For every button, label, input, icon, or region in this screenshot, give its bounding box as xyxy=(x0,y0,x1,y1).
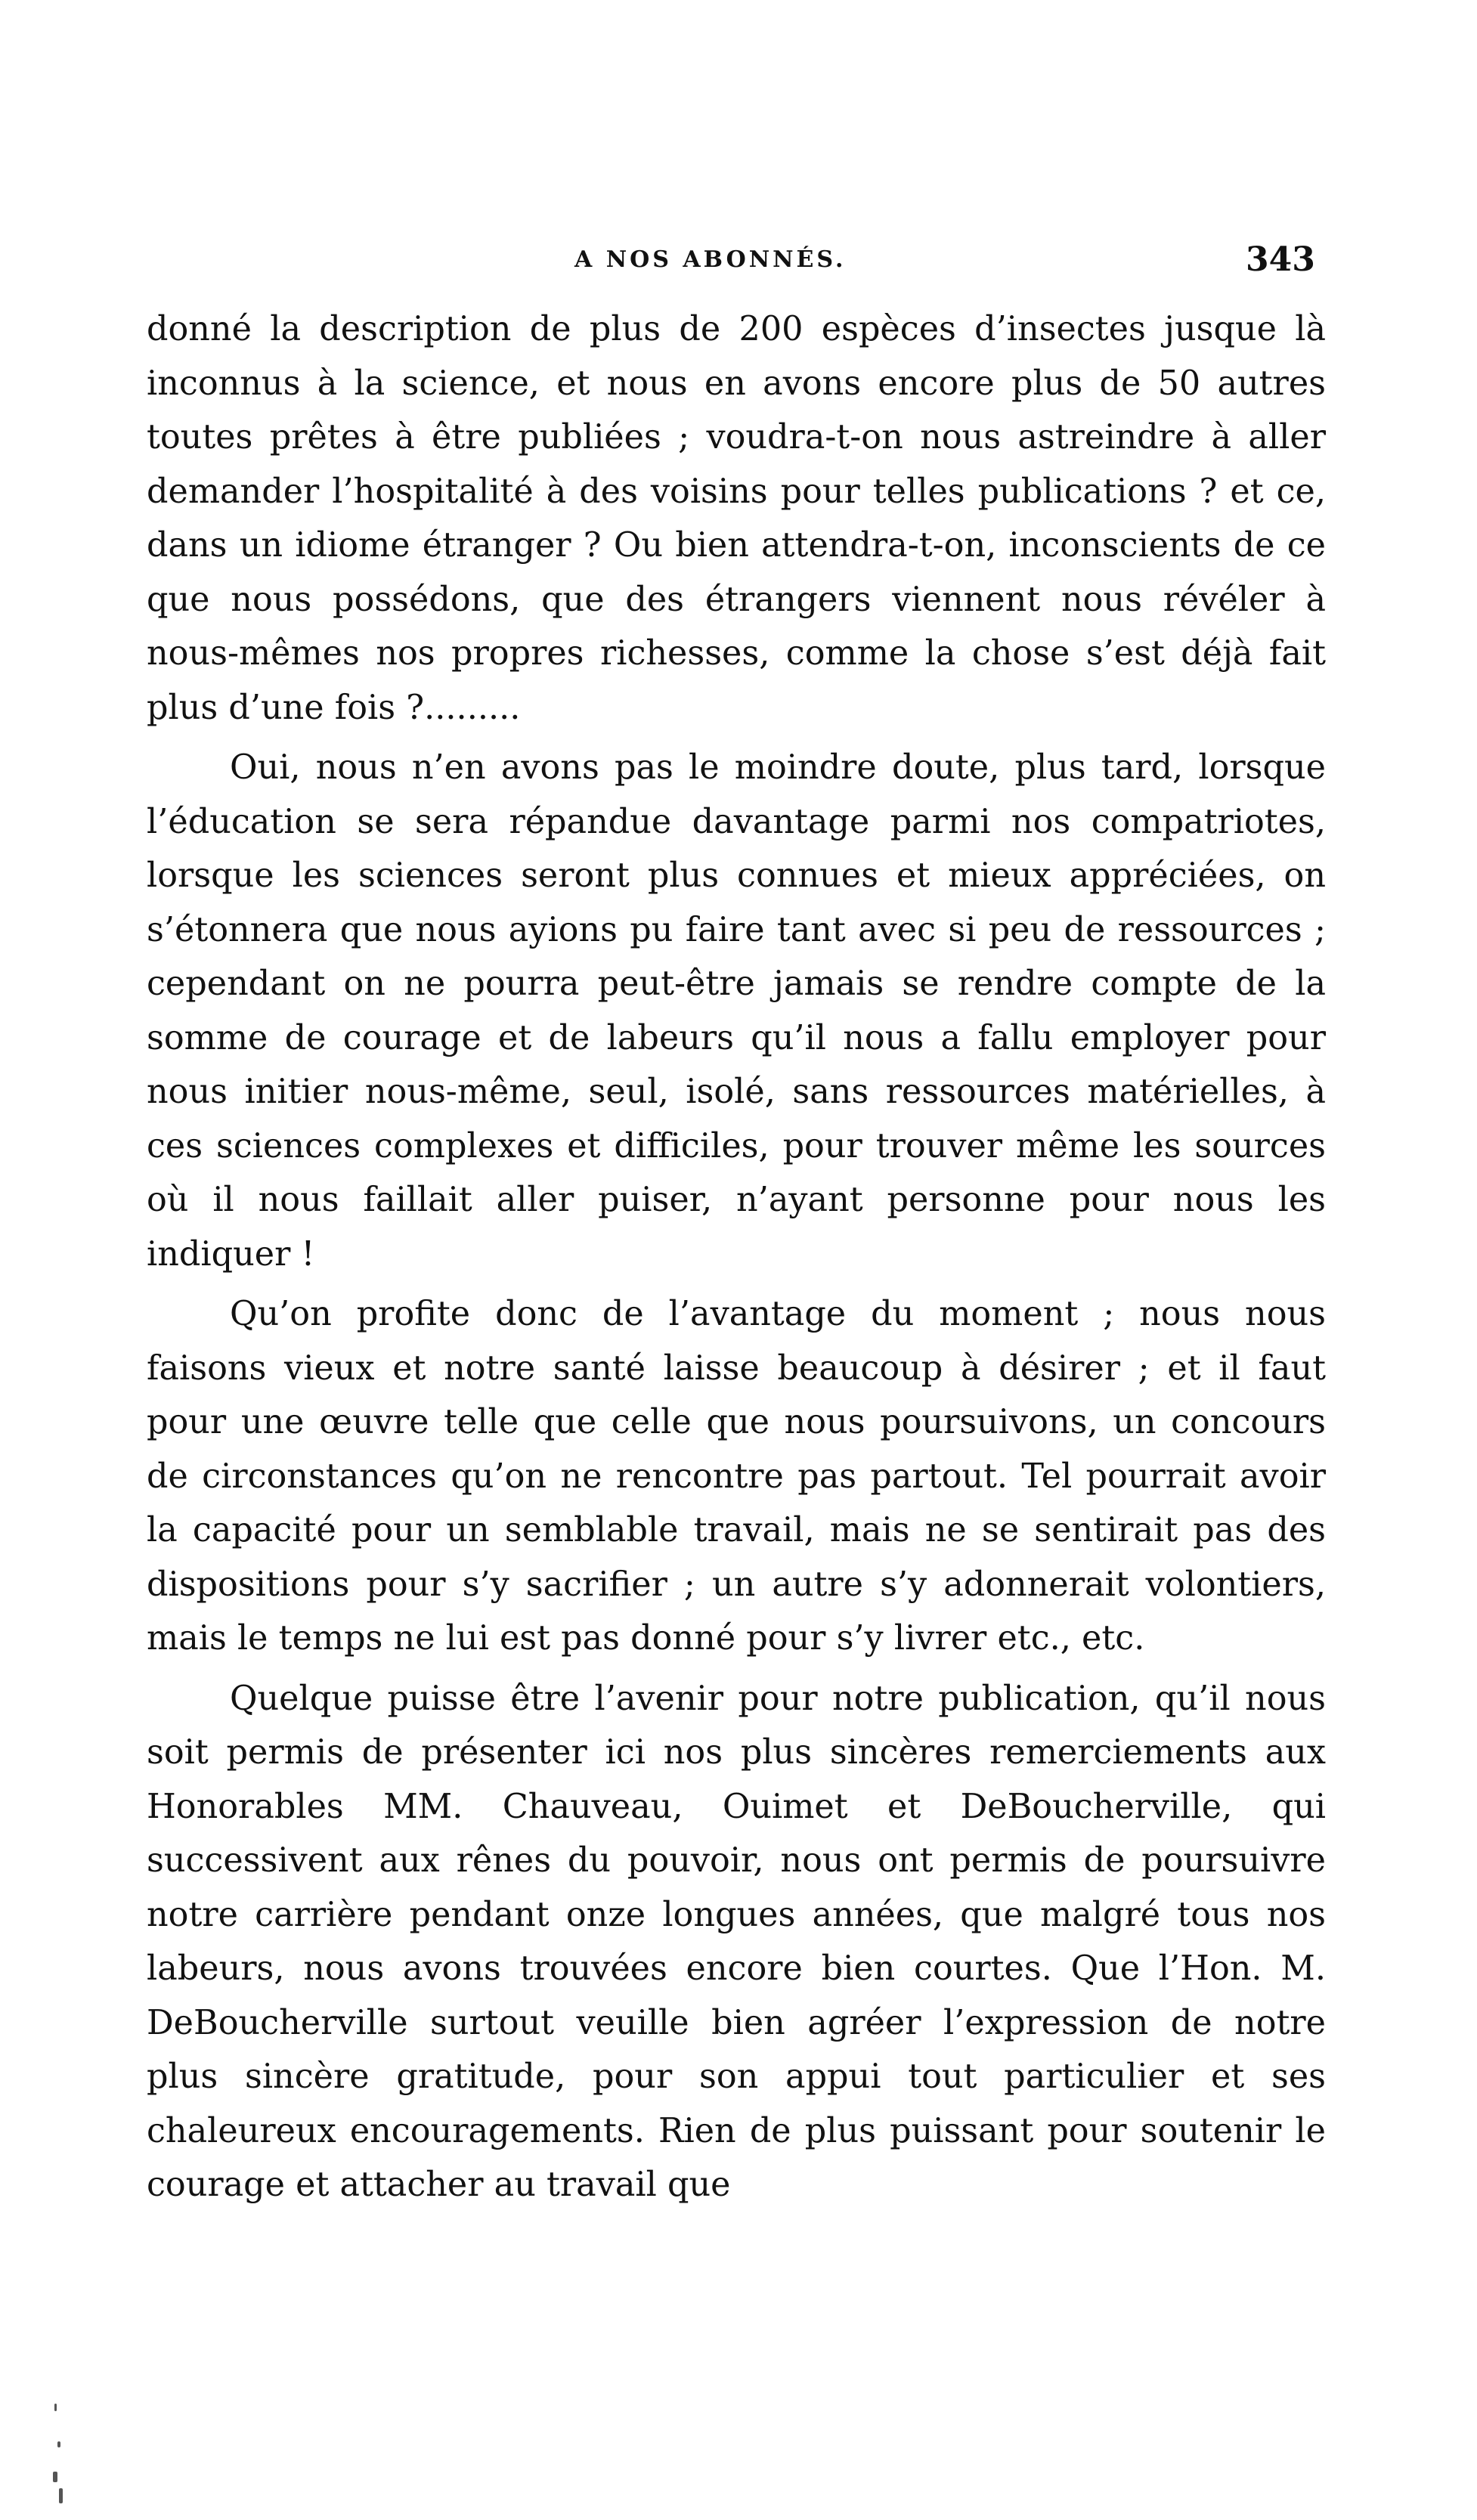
page-number: 343 xyxy=(1246,240,1315,279)
paragraph-education: Oui, nous n’en avons pas le moindre doute, plus tard, lorsque l’éducation se sera répandue davantage parmi nos compatriotes, lorsque les sciences seront plus connues et mieux appréciées, on s’étonnera que nous ayions pu faire tant avec si peu de ressources ; cependant on ne pourra peut-être jamais se rendre compte de la somme de courage et de labeurs qu’il nous a fallu employer pour nous initier nous-même, seul, isolé, sans ressources matérielles, à ces sciences complexes et difficiles, pour trouver même les sources où il nous faillait aller puiser, n’ayant personne pour nous les indiquer ! xyxy=(147,748,1326,1274)
paragraph-thanks: Quelque puisse être l’avenir pour notre publication, qu’il nous soit permis de présenter ici nos plus sincères remerciements aux Honorables MM. Chauveau, Ouimet et DeBoucherville, qui successivent aux rênes du pouvoir, nous ont permis de poursuivre notre carrière pendant onze longues années, que malgré tous nos labeurs, nous avons trouvées encore bien courtes. Que l’Hon. M. DeBoucherville surtout veuille bien agréer l’expression de notre plus sincère gratitude, pour son appui tout particulier et ses chaleureux encouragements. Rien de plus puissant pour soutenir le courage et attacher au travail que xyxy=(147,1679,1326,2204)
body-text xyxy=(147,302,1326,2218)
paragraph-opportunity: Qu’on profite donc de l’avantage du moment ; nous nous faisons vieux et notre santé laisse beaucoup à désirer ; et il faut pour une œuvre telle que celle que nous poursuivons, un concours de circonstances qu’on ne rencontre pas partout. Tel pourrait avoir la capacité pour un semblable travail, mais ne se sentirait pas des dispositions pour s’y sacrifier ; un autre s’y adonnerait volontiers, mais le temps ne lui est pas donné pour s’y livrer etc., etc. xyxy=(147,1295,1326,1658)
running-title: A NOS ABONNÉS. xyxy=(574,246,847,273)
running-header xyxy=(0,237,1477,283)
margin-print-specks xyxy=(50,2373,67,2509)
paragraph-continuation: donné la description de plus de 200 espèces d’insectes jusque là inconnus à la science, et nous en avons encore plus de 50 autres toutes prêtes à être publiées ; voudra-t-on nous astreindre à aller demander l’hospitalité à des voisins pour telles publications ? et ce, dans un idiome étranger ? Ou bien attendra-t-on, inconscients de ce que nous possédons, que des étrangers viennent nous révéler à nous-mêmes nos propres richesses, comme la chose s’est déjà fait plus d’une fois ?......... xyxy=(147,310,1326,727)
